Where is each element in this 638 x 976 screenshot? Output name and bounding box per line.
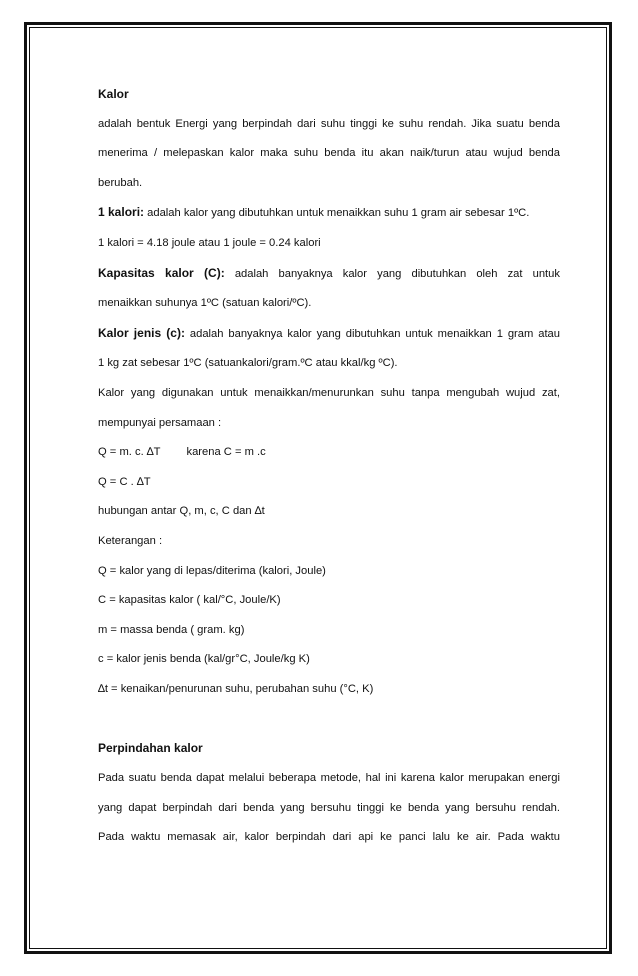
legend-item: Q = kalor yang di lepas/diterima (kalori, Joule) (98, 564, 326, 577)
legend-item: m = massa benda ( gram. kg) (98, 623, 245, 636)
definition-kapasitas (98, 259, 560, 290)
definition-text: adalah banyaknya kalor yang dibutuhkan oleh zat untuk (224, 267, 560, 280)
legend-item: C = kapasitas kalor ( kal/°C, Joule/K) (98, 594, 281, 607)
definition-kalori (98, 198, 560, 229)
paragraph-line: Pada waktu memasak air, kalor berpindah dari api ke panci lalu ke air. Pada waktu (98, 831, 560, 844)
paragraph-line: mempunyai persamaan : (98, 416, 222, 429)
term-kalor-jenis: Kalor jenis (c): (98, 325, 185, 340)
definition-text: adalah kalor yang dibutuhkan untuk menaikkan suhu 1 gram air sebesar 1ºC. (144, 207, 530, 220)
paragraph-line: yang dapat berpindah dari benda yang bersuhu tinggi ke benda yang bersuhu rendah. (98, 801, 560, 814)
section-gap (98, 704, 560, 734)
legend-item: ∆t = kenaikan/penurunan suhu, perubahan suhu (°C, K) (98, 682, 374, 695)
equation-q-c-dt: Q = C . ∆T (98, 475, 151, 488)
paragraph-line: menerima / melepaskan kalor maka suhu benda itu akan naik/turun atau wujud benda (98, 147, 560, 160)
document-body (98, 80, 560, 853)
conversion-line: 1 kalori = 4.18 joule atau 1 joule = 0.24 kalori (98, 236, 321, 249)
definition-text: adalah banyaknya kalor yang dibutuhkan untuk menaikkan 1 gram atau (184, 327, 560, 340)
keterangan-label: Keterangan : (98, 534, 163, 547)
equation-line (98, 438, 560, 468)
paragraph-line: Kalor yang digunakan untuk menaikkan/menurunkan suhu tanpa mengubah wujud zat, (98, 386, 560, 399)
relation-line: hubungan antar Q, m, c, C dan ∆t (98, 505, 265, 518)
paragraph-line: berubah. (98, 176, 143, 189)
section-heading-perpindahan: Perpindahan kalor (98, 741, 203, 756)
section-heading-kalor: Kalor (98, 87, 129, 101)
term-kalori: 1 kalori: (98, 205, 145, 220)
paragraph-line: menaikkan suhunya 1ºC (satuan kalori/ºC). (98, 297, 312, 310)
equation-c-mc: karena C = m .c (186, 446, 266, 459)
paragraph-line: adalah bentuk Energi yang berpindah dari suhu tinggi ke suhu rendah. Jika suatu benda (98, 117, 560, 130)
legend-item: c = kalor jenis benda (kal/gr°C, Joule/kg K) (98, 653, 310, 666)
paragraph-line: Pada suatu benda dapat melalui beberapa metode, hal ini karena kalor merupakan energi (98, 772, 560, 785)
term-kapasitas-kalor: Kapasitas kalor (C): (98, 265, 225, 280)
definition-kalor-jenis (98, 319, 560, 350)
equation-q-mc-dt: Q = m. c. ∆T (98, 446, 161, 459)
paragraph-line: 1 kg zat sebesar 1ºC (satuankalori/gram.ºC atau kkal/kg ºC). (98, 357, 398, 370)
